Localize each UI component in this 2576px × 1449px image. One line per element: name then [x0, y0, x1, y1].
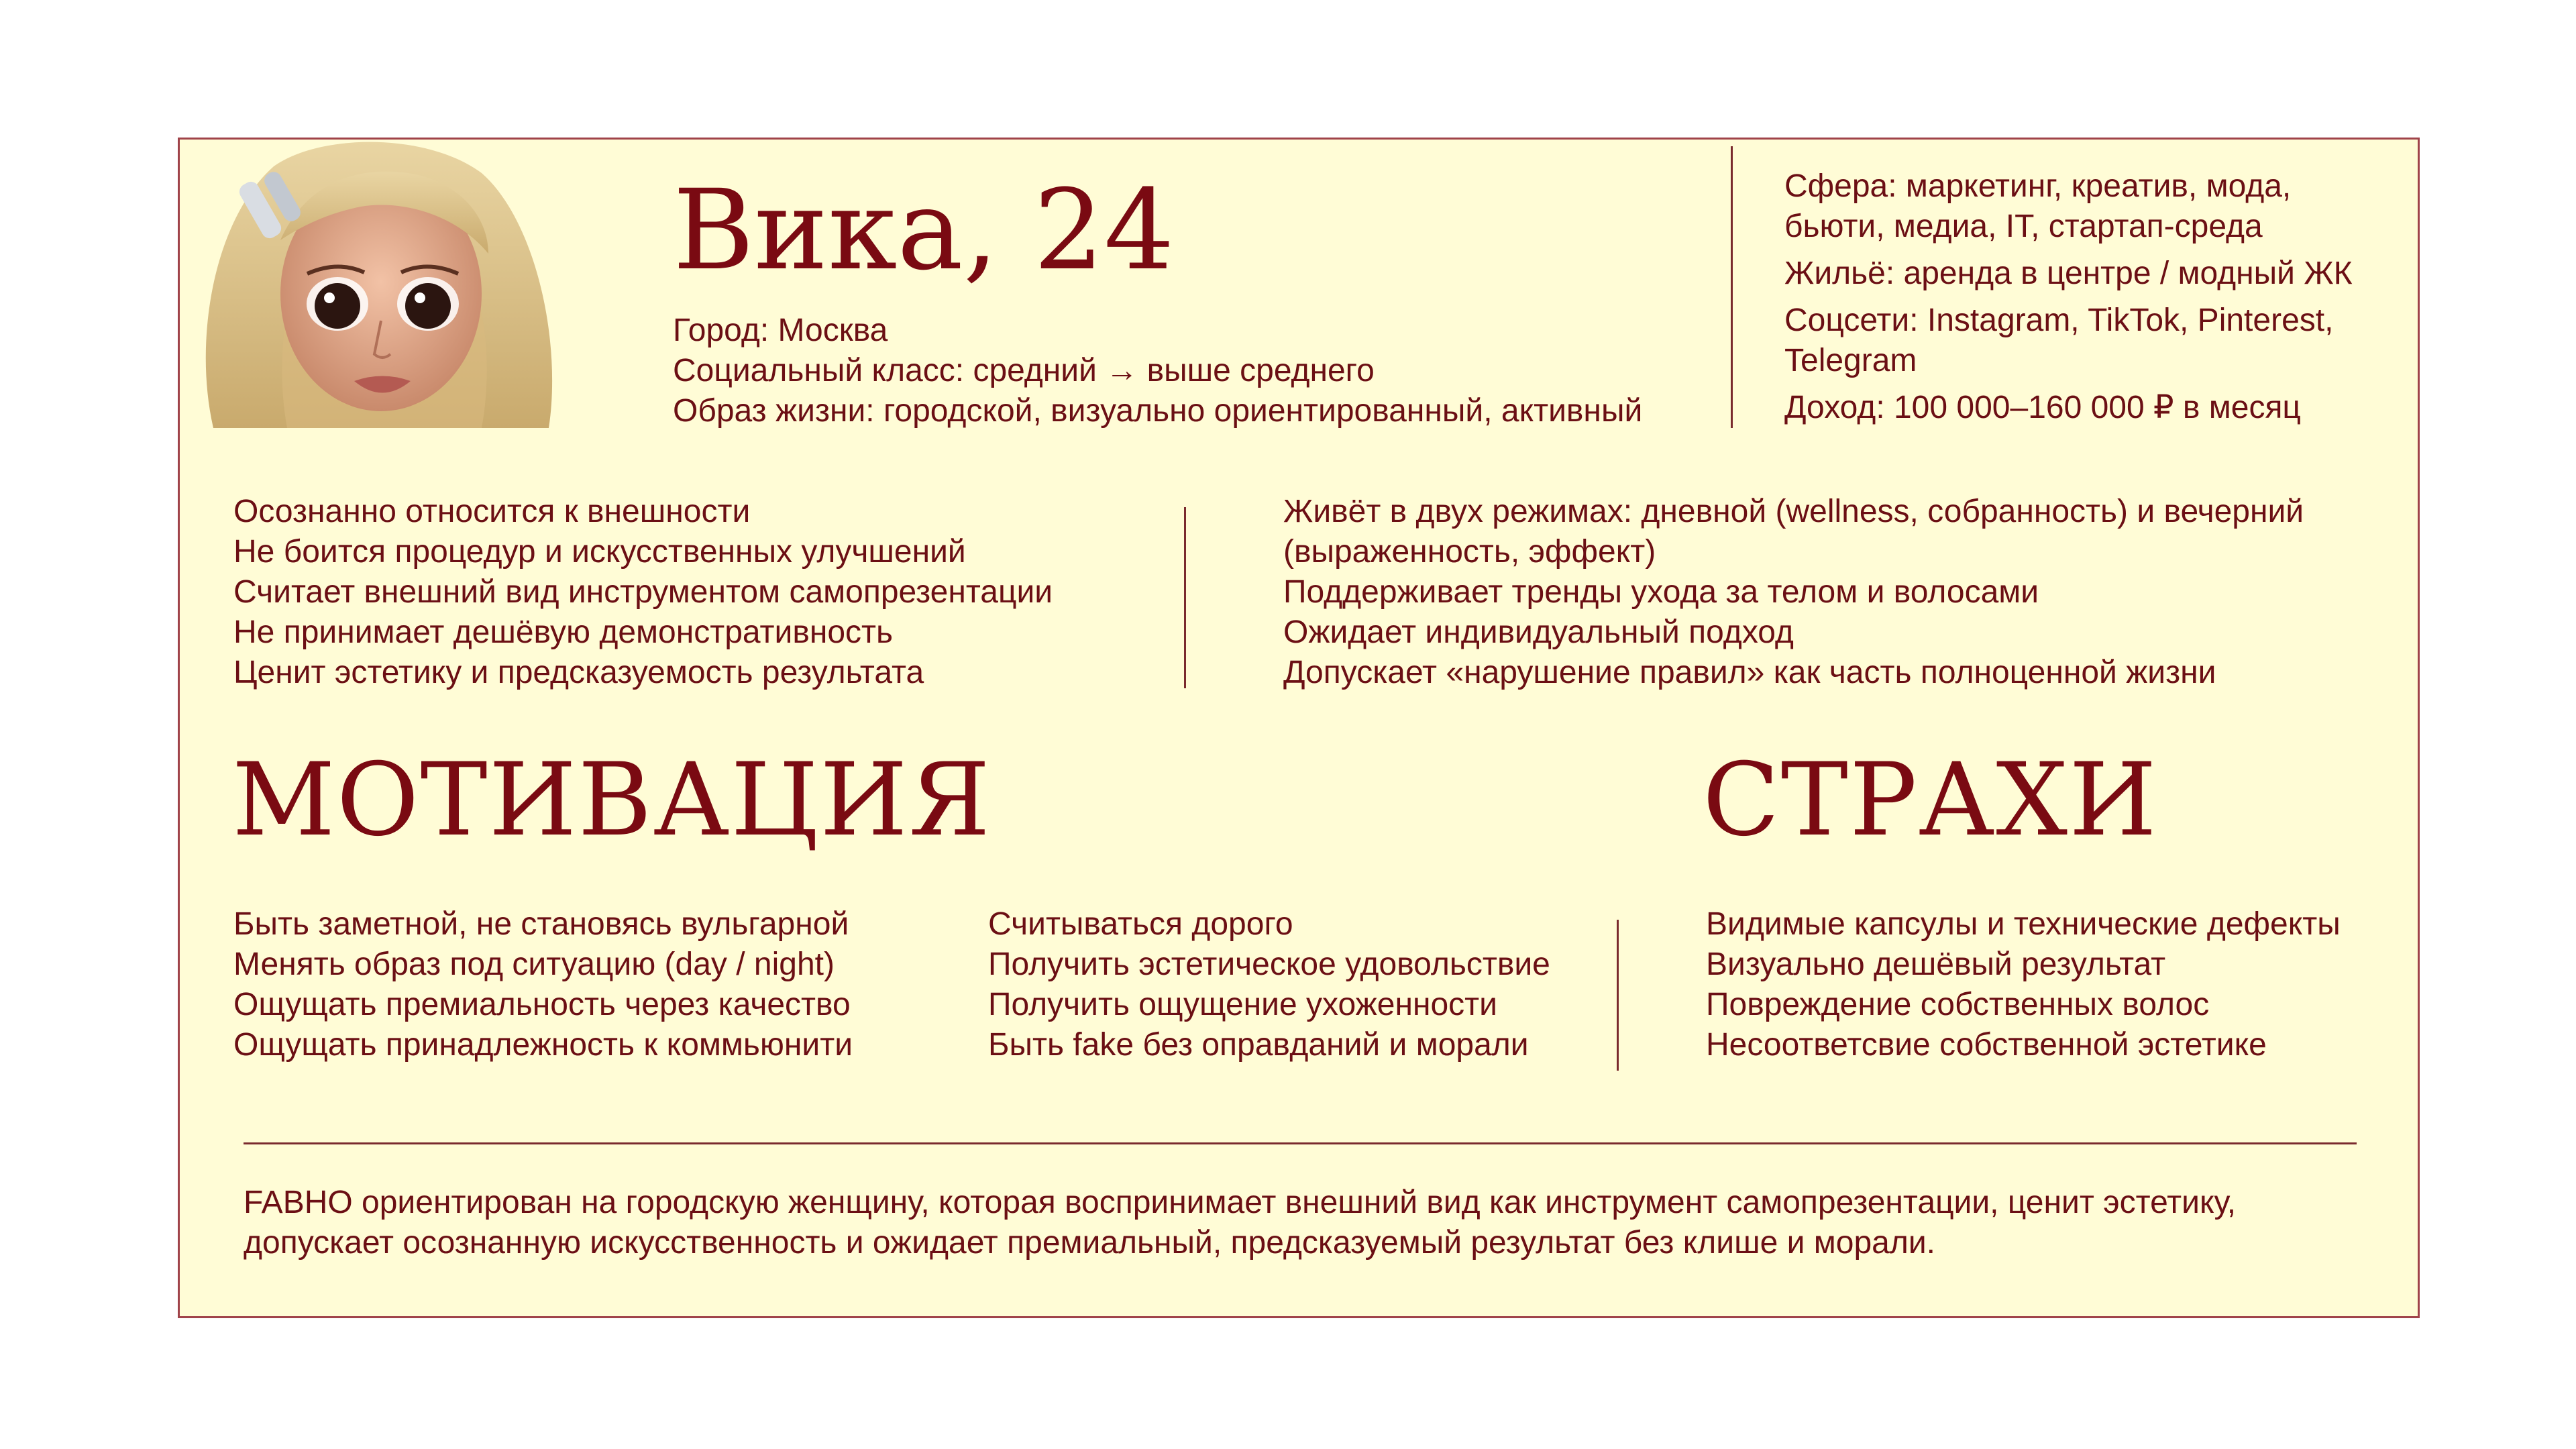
detail-lifestyle: Образ жизни: городской, визуально ориентированный, активный [673, 393, 1643, 429]
summary-line: допускает осознанную искусственность и ожидает премиальный, предсказуемый результат без клише и морали. [244, 1225, 1935, 1260]
motivation-list-1 [233, 904, 853, 1065]
trait-item: Поддерживает тренды ухода за телом и волосами [1283, 574, 2039, 610]
detail-class: Социальный класс: средний → выше среднего [673, 353, 1375, 388]
trait-item: Ценит эстетику и предсказуемость результата [233, 655, 924, 690]
trait-item: Не принимает дешёвую демонстративность [233, 614, 894, 650]
trait-item: (выраженность, эффект) [1283, 534, 1656, 570]
motivation-heading: МОТИВАЦИЯ [232, 742, 992, 859]
motivation-item: Ощущать премиальность через качество [233, 987, 851, 1022]
persona-card [178, 138, 2420, 1318]
motivation-item: Быть fake без оправданий и морали [988, 1027, 1529, 1063]
fears-list [1706, 904, 2341, 1065]
trait-item: Считает внешний вид инструментом самопрезентации [233, 574, 1053, 610]
side-housing: Жильё: аренда в центре / модный ЖК [1784, 256, 2353, 291]
trait-item: Ожидает индивидуальный подход [1283, 614, 1794, 650]
summary-text [244, 1183, 2236, 1263]
trait-item: Допускает «нарушение правил» как часть полноценной жизни [1283, 655, 2216, 690]
fear-item: Визуально дешёвый результат [1706, 947, 2166, 982]
traits-left [233, 492, 1053, 693]
divider-vertical-bottom [1617, 920, 1619, 1071]
persona-name: Вика, 24 [673, 166, 1175, 294]
fears-heading: СТРАХИ [1703, 742, 2158, 859]
side-income: Доход: 100 000–160 000 ₽ в месяц [1784, 390, 2301, 425]
trait-item: Не боится процедур и искусственных улучшений [233, 534, 966, 570]
divider-horizontal [244, 1142, 2357, 1144]
motivation-item: Считываться дорого [988, 906, 1293, 942]
motivation-list-2 [988, 904, 1550, 1065]
side-social-1: Соцсети: Instagram, TikTok, Pinterest, [1784, 303, 2334, 338]
motivation-item: Ощущать принадлежность к коммьюнити [233, 1027, 853, 1063]
trait-item: Осознанно относится к внешности [233, 494, 751, 529]
persona-details [673, 311, 1642, 431]
summary-line: FABHO ориентирован на городскую женщину, которая воспринимает внешний вид как инструмент самопрезентации, ценит эстетику, [244, 1185, 2237, 1220]
motivation-item: Получить эстетическое удовольствие [988, 947, 1550, 982]
fear-item: Несоответсвие собственной эстетике [1706, 1027, 2267, 1063]
divider-vertical-top [1731, 146, 1733, 428]
motivation-item: Менять образ под ситуацию (day / night) [233, 947, 835, 982]
motivation-item: Получить ощущение ухоженности [988, 987, 1497, 1022]
fear-item: Видимые капсулы и технические дефекты [1706, 906, 2341, 942]
side-sphere-1: Сфера: маркетинг, креатив, мода, [1784, 168, 2292, 204]
persona-side-info [1784, 166, 2353, 428]
fear-item: Повреждение собственных волос [1706, 987, 2210, 1022]
motivation-item: Быть заметной, не становясь вульгарной [233, 906, 849, 942]
divider-vertical-traits [1184, 507, 1186, 688]
trait-item: Живёт в двух режимах: дневной (wellness, собранность) и вечерний [1283, 494, 2304, 529]
traits-right [1283, 492, 2304, 693]
side-sphere-2: бьюти, медиа, IT, стартап-среда [1784, 209, 2263, 244]
side-social-2: Telegram [1784, 343, 1917, 378]
detail-city: Город: Москва [673, 313, 888, 348]
avatar [186, 140, 572, 428]
